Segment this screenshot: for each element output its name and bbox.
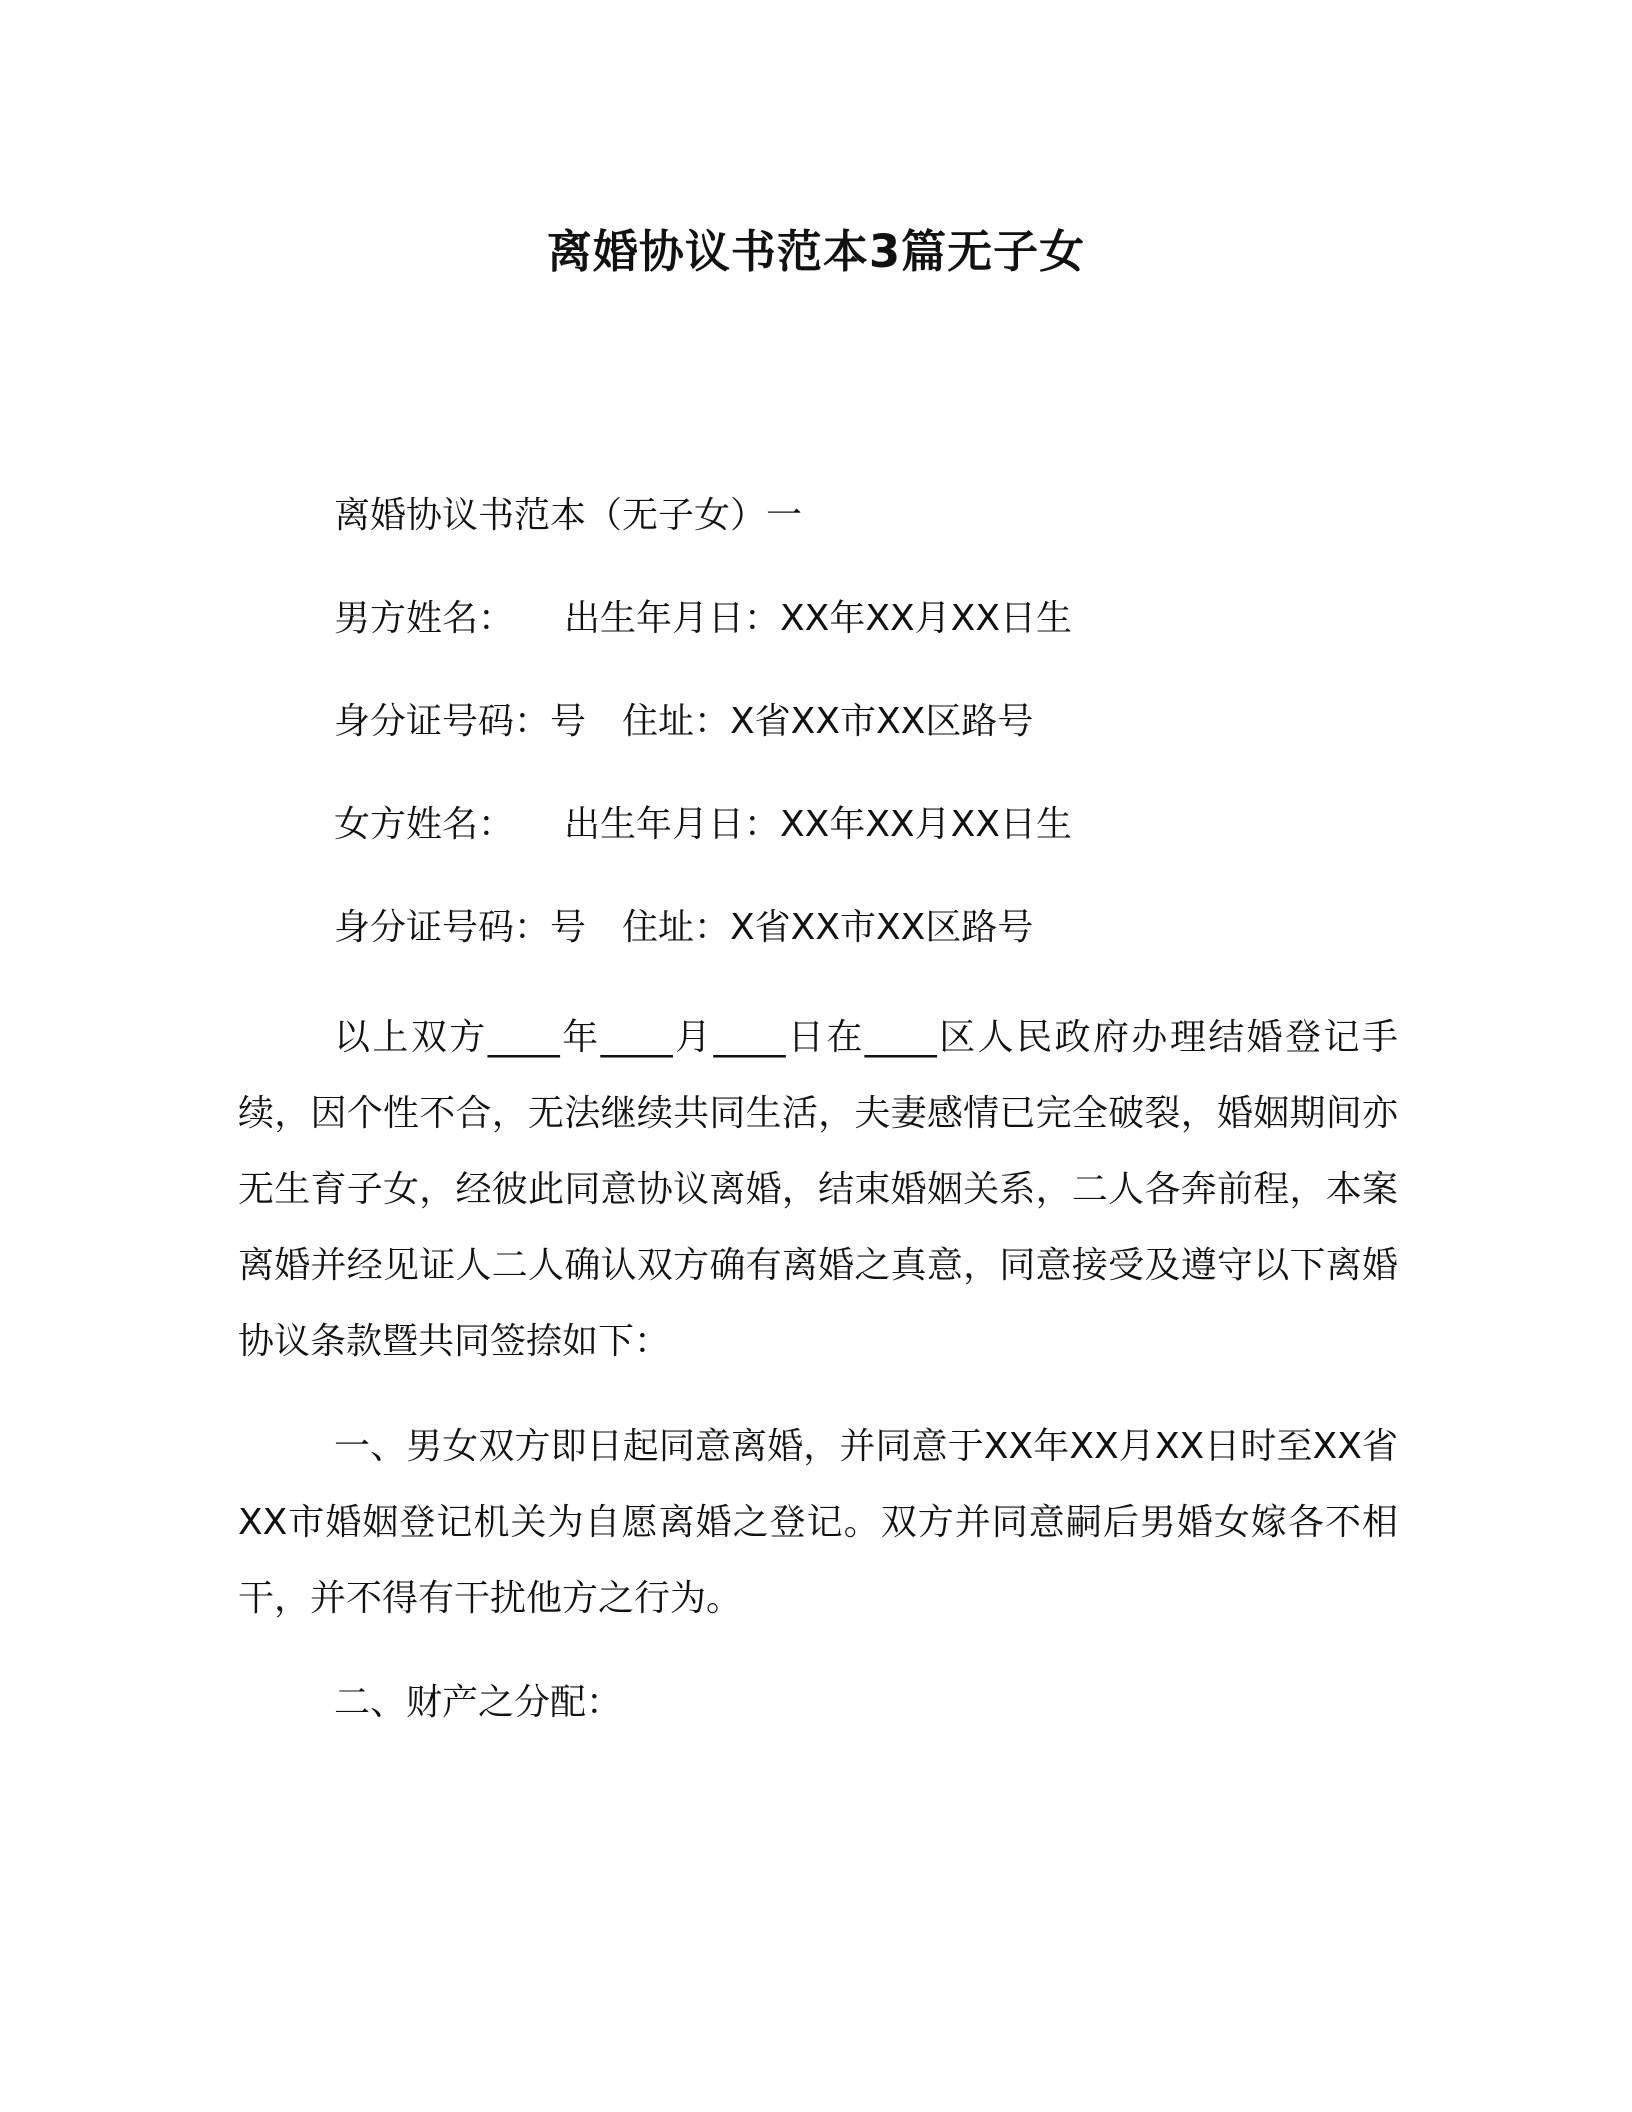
- female-id-label: 身分证号码：号: [334, 907, 587, 948]
- female-birth-label: 出生年月日：XX年XX月XX日生: [564, 804, 1072, 845]
- female-address-label: 住址：X省XX市XX区路号: [622, 907, 1034, 948]
- male-birth-label: 出生年月日：XX年XX月XX日生: [564, 598, 1072, 639]
- female-info-line: [334, 801, 1072, 849]
- document-title: 离婚协议书范本3篇无子女: [546, 225, 1086, 278]
- paragraph-2: 一、男女双方即日起同意离婚，并同意于XX年XX月XX日时至XX省XX市婚姻登记机关为自愿离婚之登记。双方并同意嗣后男婚女嫁各不相干，并不得有干扰他方之行为。: [238, 1426, 1398, 1619]
- male-id-line: [334, 698, 1033, 746]
- male-info-line: [334, 595, 1072, 643]
- male-name-label: 男方姓名：: [334, 598, 515, 639]
- agreement-subtitle: 离婚协议书范本（无子女）一: [334, 495, 803, 536]
- paragraph-3: 二、财产之分配：: [334, 1682, 623, 1723]
- female-name-label: 女方姓名：: [334, 804, 515, 845]
- male-address-label: 住址：X省XX市XX区路号: [622, 701, 1034, 742]
- paragraph-1: 以上双方____年____月____日在____区人民政府办理结婚登记手续，因个性不合，无法继续共同生活，夫妻感情已完全破裂，婚姻期间亦无生育子女，经彼此同意协议离婚，结束婚姻关系，二人各奔前程，本案离婚并经见证人二人确认双方确有离婚之真意，同意接受及遵守以下离婚协议条款暨共同签捺如下：: [238, 1017, 1398, 1362]
- male-id-label: 身分证号码：号: [334, 701, 587, 742]
- female-id-line: [334, 904, 1033, 952]
